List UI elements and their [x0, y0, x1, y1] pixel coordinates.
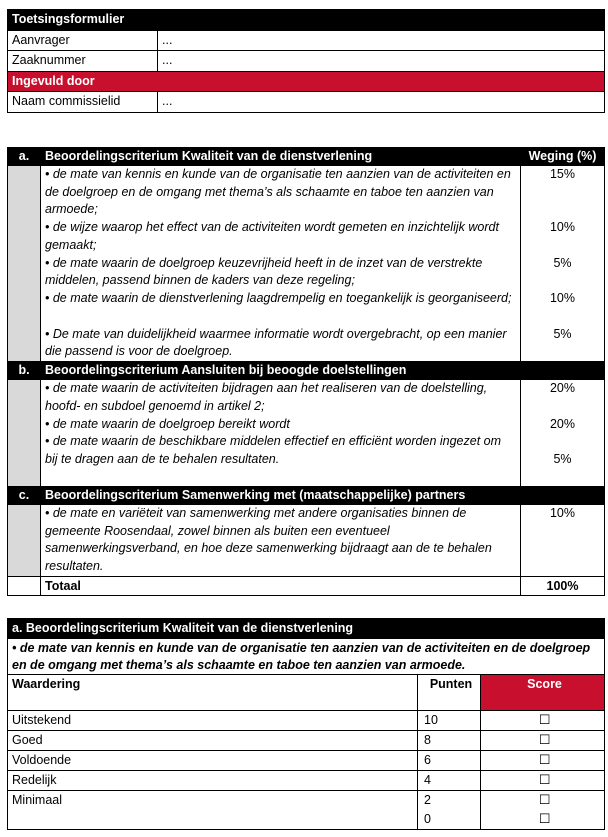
total-label: Totaal [41, 577, 521, 596]
form-header-table [7, 9, 605, 113]
committee-member-field[interactable]: ... [158, 92, 605, 113]
weight-value: 20% [549, 416, 576, 431]
weight-value: 5% [553, 452, 572, 466]
score-checkbox[interactable]: ☐ [538, 773, 551, 788]
section-letter: b. [8, 362, 41, 380]
section-title: Beoordelingscriterium Kwaliteit van de dienstverlening [41, 148, 521, 166]
weight-value: 10% [549, 506, 576, 520]
rating-row-minimaal [8, 791, 605, 830]
criterion-item: • de mate waarin de beschikbare middelen effectief en efficiënt worden ingezet om bij te dragen aan de te behalen resultaten. [45, 434, 502, 466]
section-c-header [8, 487, 605, 505]
criterion-item: • de mate waarin de dienstverlening laagdrempelig en toegankelijk is georganiseerd; [45, 291, 512, 305]
section-title: Beoordelingscriterium Samenwerking met (maatschappelijke) partners [41, 487, 605, 505]
col-waardering: Waardering [8, 675, 418, 711]
section-letter: c. [8, 487, 41, 505]
section-letter: a. [8, 148, 41, 166]
weight-value: 10% [549, 291, 576, 305]
rating-row-uitstekend [8, 711, 605, 731]
score-checkbox[interactable]: ☐ [538, 733, 551, 748]
section-b-body [8, 380, 605, 487]
criterion-item: • de mate en variëteit van samenwerking met andere organisaties binnen de gemeente Roosendaal, zowel binnen als buiten een eventueel samenwerkingsverband, en hoe deze samenwerking bijdraagt aan de te behalen resultaten. [45, 506, 492, 573]
score-table [7, 618, 605, 830]
case-number-label: Zaaknummer [8, 51, 158, 72]
criterion-item: • de mate waarin de doelgroep bereikt wordt [45, 416, 290, 431]
section-b-header [8, 362, 605, 380]
score-checkbox[interactable]: ☐ [538, 753, 551, 768]
weight-value: 5% [553, 255, 572, 270]
score-checkbox[interactable]: ☐ [538, 713, 551, 728]
rating-row-voldoende [8, 751, 605, 771]
applicant-label: Aanvrager [8, 30, 158, 51]
rating-label: Uitstekend [8, 711, 418, 731]
section-c-body [8, 505, 605, 577]
criterion-item: • De mate van duidelijkheid waarmee informatie wordt overgebracht, op een manier die passend is voor de doelgroep. [45, 326, 507, 359]
rating-points: 4 [418, 771, 481, 791]
criterion-item: • de mate waarin de doelgroep keuzevrijheid heeft in de inzet van de verstrekte middelen, passend binnen de kaders van deze regeling; [45, 255, 483, 288]
rating-row-redelijk [8, 771, 605, 791]
rating-points: 10 [418, 711, 481, 731]
criterion-item: • de mate waarin de activiteiten bijdragen aan het realiseren van de doelstelling, hoofd- en subdoel genoemd in artikel 2; [45, 381, 488, 413]
col-score: Score [481, 675, 605, 711]
form-title: Toetsingsformulier [8, 10, 605, 31]
criterion-item: • de mate van kennis en kunde van de organisatie ten aanzien van de activiteiten en de doelgroep en de omgang met thema’s als schaamte en taboe ten aanzien van armoede; [45, 167, 511, 217]
col-punten: Punten [418, 675, 481, 711]
section-a-header [8, 148, 605, 166]
weight-value: 5% [553, 326, 572, 341]
score-table-title: a. Beoordelingscriterium Kwaliteit van de dienstverlening [8, 619, 605, 639]
rating-points: 0 [424, 812, 431, 826]
applicant-field[interactable]: ... [158, 30, 605, 51]
rating-points: 6 [418, 751, 481, 771]
weight-value: 15% [549, 167, 576, 181]
total-value: 100% [521, 577, 605, 596]
case-number-field[interactable]: ... [158, 51, 605, 72]
rating-points: 8 [418, 731, 481, 751]
rating-label: Minimaal [8, 791, 418, 830]
filled-by-header: Ingevuld door [8, 71, 605, 92]
rating-points: 2 [424, 793, 431, 807]
weight-value: 20% [549, 381, 576, 395]
section-title: Beoordelingscriterium Aansluiten bij beoogde doelstellingen [41, 362, 605, 380]
score-checkbox[interactable]: ☐ [538, 812, 551, 827]
score-checkbox[interactable]: ☐ [538, 793, 551, 808]
criterion-item: • de wijze waarop het effect van de activiteiten wordt gemeten en inzichtelijk wordt gemaakt; [45, 220, 499, 252]
weight-value: 10% [549, 220, 576, 234]
rating-label: Goed [8, 731, 418, 751]
rating-row-goed [8, 731, 605, 751]
rating-label: Redelijk [8, 771, 418, 791]
total-row [8, 577, 605, 596]
score-table-description: • de mate van kennis en kunde van de organisatie ten aanzien van de activiteiten en de doelgroep en de omgang met thema’s als schaamte en taboe ten aanzien van armoede. [8, 639, 605, 675]
weight-header: Weging (%) [521, 148, 605, 166]
rating-label: Voldoende [8, 751, 418, 771]
committee-member-label: Naam commissielid [8, 92, 158, 113]
section-a-body [8, 166, 605, 362]
criteria-table [7, 147, 605, 596]
